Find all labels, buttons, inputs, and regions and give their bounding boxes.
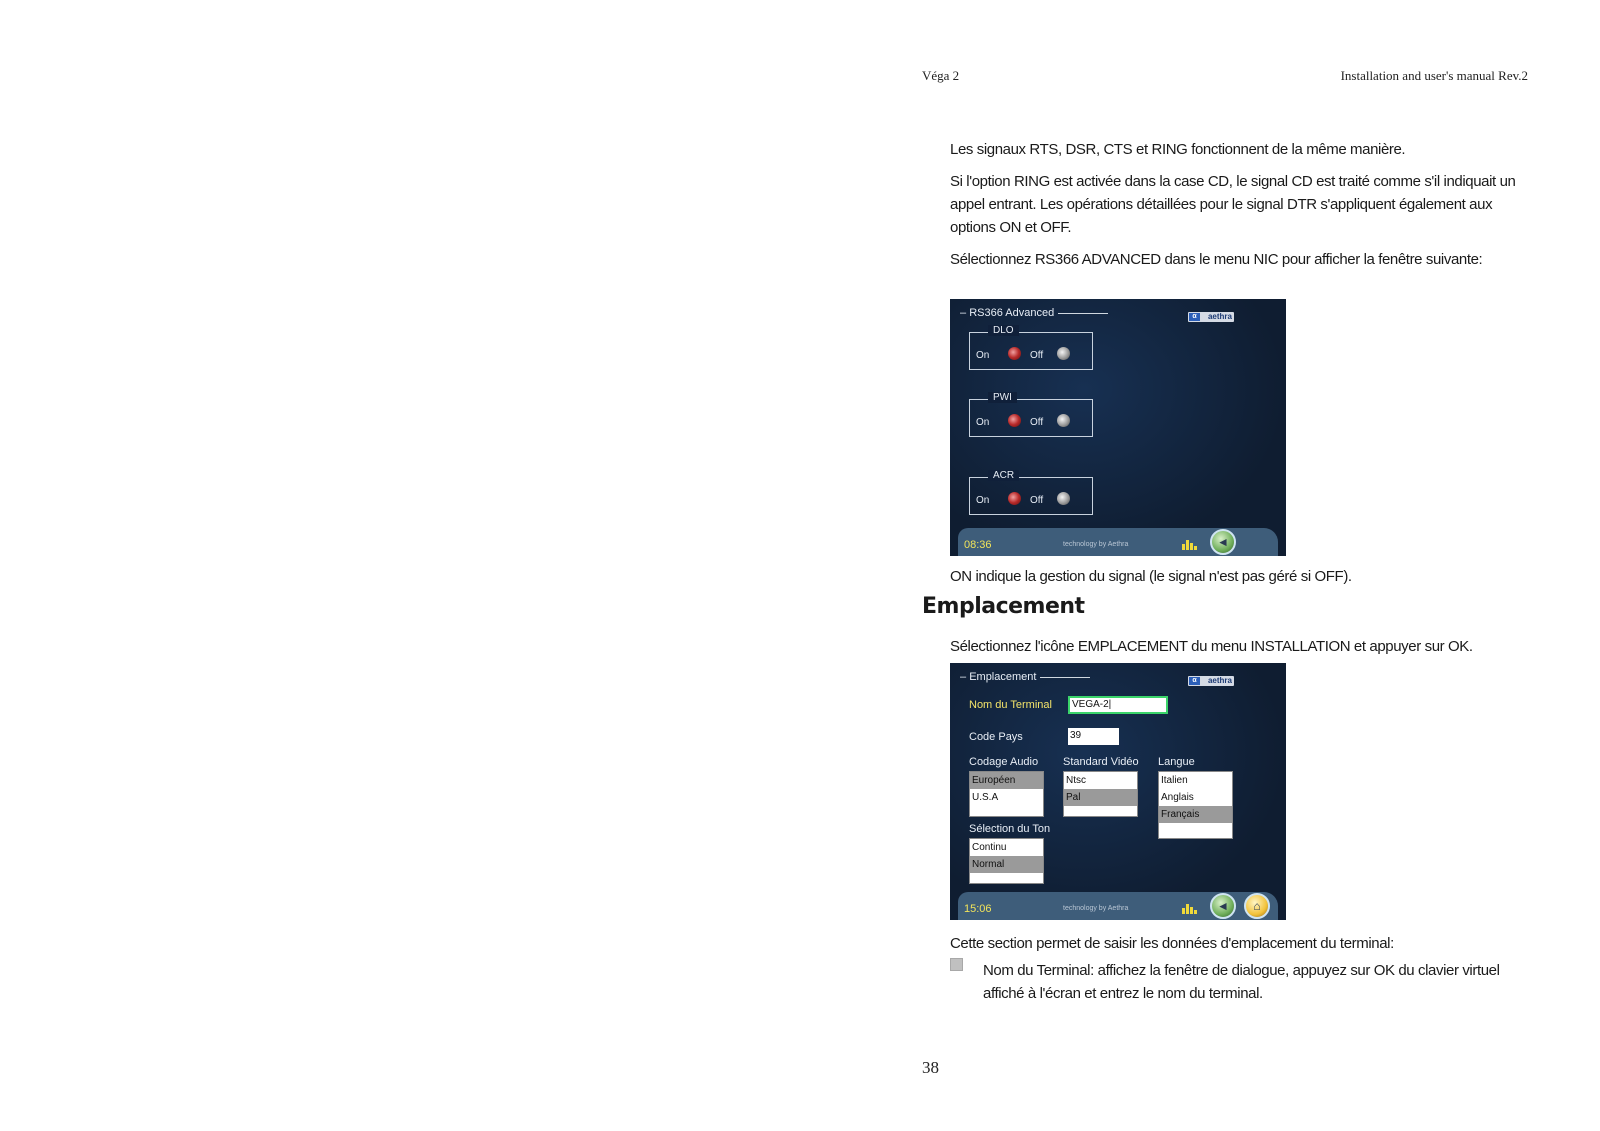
- on-label: On: [976, 495, 990, 506]
- emplacement-screenshot: [950, 663, 1286, 920]
- clock: 08:36: [964, 539, 992, 551]
- home-button[interactable]: [1244, 893, 1270, 919]
- pwi-off-radio[interactable]: [1057, 414, 1070, 427]
- page-number: 38: [922, 1058, 939, 1077]
- acr-on-radio[interactable]: [1008, 492, 1021, 505]
- home-icon: ⌂: [1253, 899, 1261, 913]
- list-item[interactable]: Italien: [1161, 775, 1188, 786]
- technology-by-label: technology by Aethra: [1063, 541, 1129, 548]
- window-title: – Emplacement: [960, 671, 1090, 683]
- list-item[interactable]: Ntsc: [1066, 775, 1086, 786]
- pwi-on-radio[interactable]: [1008, 414, 1021, 427]
- group-dlo: [969, 325, 1093, 370]
- bullet-terminal-name: Nom du Terminal: affichez la fenêtre de dialogue, appuyez sur OK du clavier virtuel affiché à l'écran et entrez le nom du terminal.: [983, 962, 1500, 1002]
- country-code-input[interactable]: 39: [1068, 728, 1119, 745]
- dlo-on-radio[interactable]: [1008, 347, 1021, 360]
- list-item[interactable]: Anglais: [1161, 792, 1194, 803]
- paragraph-ring: Si l'option RING est activée dans la case CD, le signal CD est traité comme s'il indiquait un appel entrant. Les opérations détaillées pour le signal DTR s'appliquent également aux options ON et OFF.: [950, 173, 1516, 236]
- section-heading: Emplacement: [922, 594, 1085, 619]
- on-label: On: [976, 417, 990, 428]
- tone-selection-list: [969, 838, 1044, 884]
- status-bar: [958, 892, 1278, 920]
- header-left: Véga 2: [922, 68, 960, 83]
- tone-selection-label: Sélection du Ton: [969, 823, 1051, 835]
- back-arrow-icon: ◄: [1217, 899, 1229, 913]
- off-label: Off: [1030, 417, 1044, 428]
- back-button[interactable]: [1210, 893, 1236, 919]
- window-title: – RS366 Advanced: [960, 307, 1108, 319]
- back-button[interactable]: [1210, 529, 1236, 555]
- bars-icon: [1182, 538, 1198, 550]
- back-arrow-icon: ◄: [1217, 535, 1229, 549]
- list-item[interactable]: Pal: [1064, 789, 1137, 806]
- technology-by-label: technology by Aethra: [1063, 905, 1129, 912]
- audio-coding-label: Codage Audio: [969, 756, 1039, 768]
- bars-icon: [1182, 902, 1198, 914]
- paragraph-select-rs366: Sélectionnez RS366 ADVANCED dans le menu NIC pour afficher la fenêtre suivante:: [950, 251, 1483, 268]
- group-label: PWI: [988, 392, 1017, 403]
- list-item[interactable]: U.S.A: [972, 792, 999, 803]
- group-label: DLO: [988, 325, 1019, 336]
- audio-coding-list: [969, 771, 1044, 817]
- paragraph-on-meaning: ON indique la gestion du signal (le signal n'est pas géré si OFF).: [950, 568, 1352, 585]
- terminal-name-input[interactable]: VEGA-2|: [1068, 696, 1168, 714]
- aethra-logo: α aethra: [1188, 312, 1234, 322]
- dlo-off-radio[interactable]: [1057, 347, 1070, 360]
- clock: 15:06: [964, 903, 992, 915]
- country-code-label: Code Pays: [969, 731, 1023, 743]
- list-item[interactable]: Normal: [970, 856, 1043, 873]
- bullet-square-icon: [950, 958, 963, 971]
- group-label: ACR: [988, 470, 1019, 481]
- language-list: [1158, 771, 1233, 839]
- group-acr: [969, 470, 1093, 515]
- on-label: On: [976, 350, 990, 361]
- aethra-logo: α aethra: [1188, 676, 1234, 686]
- rs366-advanced-screenshot: [950, 299, 1286, 556]
- list-item[interactable]: Continu: [972, 842, 1007, 853]
- off-label: Off: [1030, 495, 1044, 506]
- off-label: Off: [1030, 350, 1044, 361]
- paragraph-select-emplacement: Sélectionnez l'icône EMPLACEMENT du menu INSTALLATION et appuyer sur OK.: [950, 638, 1473, 655]
- terminal-name-label: Nom du Terminal: [969, 699, 1052, 711]
- paragraph-signals: Les signaux RTS, DSR, CTS et RING fonctionnent de la même manière.: [950, 141, 1406, 158]
- video-standard-label: Standard Vidéo: [1063, 756, 1139, 768]
- language-label: Langue: [1158, 756, 1195, 768]
- video-standard-list: [1063, 771, 1138, 817]
- group-pwi: [969, 392, 1093, 437]
- list-item[interactable]: Français: [1159, 806, 1232, 823]
- acr-off-radio[interactable]: [1057, 492, 1070, 505]
- paragraph-section-intro: Cette section permet de saisir les données d'emplacement du terminal:: [950, 935, 1394, 952]
- status-bar: [958, 528, 1278, 556]
- list-item[interactable]: Européen: [970, 772, 1043, 789]
- header-right: Installation and user's manual Rev.2: [1340, 68, 1528, 83]
